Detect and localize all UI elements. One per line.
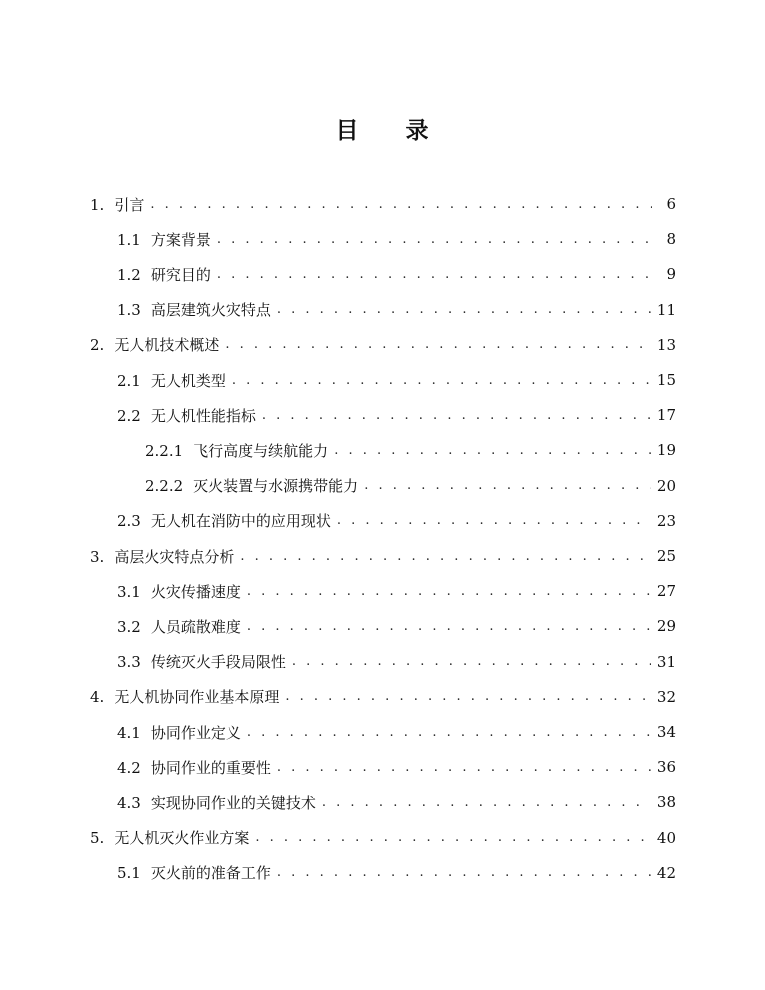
toc-entry-text: 协同作业的重要性 <box>150 758 271 777</box>
toc-entry-text: 灭火前的准备工作 <box>150 864 271 883</box>
toc-entry-page: 20 <box>656 476 676 495</box>
toc-entry-number: 3.2 <box>117 617 141 636</box>
toc-entry-page: 36 <box>656 758 676 777</box>
toc-entry-text: 无人机类型 <box>150 371 226 390</box>
toc-entry-number: 1.2 <box>117 265 141 284</box>
toc-leader-dots <box>217 232 652 247</box>
toc-entry-page: 8 <box>666 230 676 249</box>
toc-entry-label <box>117 229 211 250</box>
toc-entry-page: 17 <box>656 406 676 425</box>
toc-entry[interactable] <box>117 260 676 288</box>
toc-leader-dots <box>240 549 651 564</box>
toc-entry[interactable] <box>117 648 676 676</box>
toc-entry-page: 15 <box>656 371 676 389</box>
toc-leader-dots <box>285 689 651 704</box>
toc-entry-text: 无人机协同作业基本原理 <box>114 688 280 707</box>
toc-entry-number: 2.2 <box>117 406 141 425</box>
toc-entry[interactable] <box>117 859 676 887</box>
toc-leader-dots <box>150 197 652 212</box>
toc-entry-label <box>117 370 226 391</box>
toc-entry[interactable] <box>90 542 676 570</box>
toc-entry[interactable] <box>90 824 676 852</box>
toc-leader-dots <box>277 302 651 317</box>
toc-leader-dots <box>277 865 651 880</box>
toc-entry-text: 飞行高度与续航能力 <box>193 441 329 460</box>
toc-entry-number: 3.3 <box>117 653 141 672</box>
toc-leader-dots <box>334 443 651 458</box>
toc-entry-page: 29 <box>656 617 676 636</box>
toc-entry[interactable] <box>117 366 676 394</box>
toc-entry-page: 34 <box>656 723 676 741</box>
toc-entry-label <box>90 546 234 567</box>
toc-entry-text: 灭火装置与水源携带能力 <box>193 477 359 496</box>
toc-entry[interactable] <box>117 401 676 429</box>
toc-entry[interactable] <box>117 718 676 746</box>
toc-entry-label <box>117 510 331 531</box>
toc-entry-label <box>117 405 256 426</box>
toc-entry-number: 2.2.2 <box>145 477 184 496</box>
toc-entry-text: 方案背景 <box>150 230 211 249</box>
toc-entry-text: 火灾传播速度 <box>150 582 241 601</box>
toc-entry[interactable] <box>117 788 676 816</box>
toc-entry-text: 引言 <box>114 195 145 214</box>
toc-leader-dots <box>225 337 651 352</box>
toc-entry-page: 38 <box>656 793 676 812</box>
toc-leader-dots <box>247 619 651 634</box>
toc-entry-page: 42 <box>656 863 676 882</box>
toc-entry-number: 5.1 <box>117 864 141 883</box>
toc-entry-page: 27 <box>656 582 676 601</box>
toc-leader-dots <box>337 513 651 528</box>
toc-entry-text: 实现协同作业的关键技术 <box>150 793 316 812</box>
toc-entry[interactable] <box>117 507 676 535</box>
toc-entry-label <box>90 194 144 215</box>
toc-leader-dots <box>364 478 651 493</box>
toc-entry-label <box>117 792 316 813</box>
toc-entry-text: 无人机技术概述 <box>114 336 220 355</box>
toc-leader-dots <box>247 725 651 740</box>
toc-entry-number: 2.2.1 <box>145 441 184 460</box>
toc-entry[interactable] <box>90 331 676 359</box>
toc-entry[interactable] <box>90 683 676 711</box>
toc-entry-label <box>117 581 241 602</box>
toc-leader-dots <box>292 654 651 669</box>
toc-entry[interactable] <box>145 436 676 464</box>
toc-entry-number: 4. <box>90 688 105 707</box>
toc-entry-number: 1.1 <box>117 230 141 249</box>
toc-entry-number: 3. <box>90 547 105 566</box>
toc-entry-text: 人员疏散难度 <box>150 617 241 636</box>
toc-entry-label <box>90 686 279 707</box>
toc-entry-label <box>117 616 241 637</box>
toc-entry-page: 11 <box>656 300 676 319</box>
toc-entry-text: 无人机在消防中的应用现状 <box>150 512 331 531</box>
toc-title-left: 目 <box>335 118 360 144</box>
toc-entry-number: 1.3 <box>117 301 141 320</box>
toc-entry-label <box>117 299 271 320</box>
toc-entry-page: 13 <box>656 335 676 354</box>
toc-entry-text: 无人机性能指标 <box>150 406 256 425</box>
toc-entry-label <box>90 827 249 848</box>
toc-entry-label <box>117 651 286 672</box>
toc-entry[interactable] <box>117 225 676 253</box>
toc-entry-label <box>117 862 271 883</box>
toc-entry-number: 3.1 <box>117 582 141 601</box>
toc-entry-number: 5. <box>90 829 105 848</box>
toc-leader-dots <box>277 760 651 775</box>
toc-entry-page: 19 <box>656 441 676 460</box>
toc-entry[interactable] <box>117 612 676 640</box>
toc-entry-number: 2. <box>90 336 105 355</box>
toc-entry-label <box>145 440 328 461</box>
toc-leader-dots <box>255 830 651 845</box>
toc-entry-page: 25 <box>656 547 676 565</box>
toc-leader-dots <box>247 584 651 599</box>
toc-entry-page: 9 <box>666 265 676 284</box>
toc-entry[interactable] <box>117 296 676 324</box>
toc-title <box>0 112 765 145</box>
toc-entry-text: 研究目的 <box>150 265 211 284</box>
toc-entry-label <box>145 475 358 496</box>
toc-entry-text: 无人机灭火作业方案 <box>114 829 250 848</box>
toc-entry-page: 32 <box>656 687 676 706</box>
toc-entry-label <box>117 264 211 285</box>
toc-entry-number: 1. <box>90 195 105 214</box>
toc-entry-number: 2.3 <box>117 512 141 531</box>
toc-entry[interactable] <box>145 472 676 500</box>
toc-title-right: 录 <box>405 118 430 144</box>
toc-entry-number: 4.3 <box>117 793 141 812</box>
toc-leader-dots <box>217 267 652 282</box>
toc-entry-page: 40 <box>656 828 676 847</box>
toc-entry-text: 高层建筑火灾特点 <box>150 301 271 320</box>
toc-entry-label <box>117 757 271 778</box>
toc-entry-label <box>90 334 219 355</box>
toc-leader-dots <box>262 408 651 423</box>
toc-entry-page: 23 <box>656 511 676 530</box>
toc-entry-text: 高层火灾特点分析 <box>114 547 235 566</box>
toc-entry[interactable] <box>90 190 676 218</box>
toc-leader-dots <box>232 373 651 388</box>
toc-entry[interactable] <box>117 577 676 605</box>
toc-leader-dots <box>322 795 651 810</box>
toc-entry[interactable] <box>117 753 676 781</box>
toc-entry-label <box>117 722 241 743</box>
toc-entry-page: 6 <box>666 195 676 213</box>
toc-entry-number: 2.1 <box>117 371 141 390</box>
toc-entry-number: 4.2 <box>117 758 141 777</box>
toc-entry-text: 传统灭火手段局限性 <box>150 653 286 672</box>
toc-entry-number: 4.1 <box>117 723 141 742</box>
toc-entry-text: 协同作业定义 <box>150 723 241 742</box>
toc-entry-page: 31 <box>656 652 676 671</box>
